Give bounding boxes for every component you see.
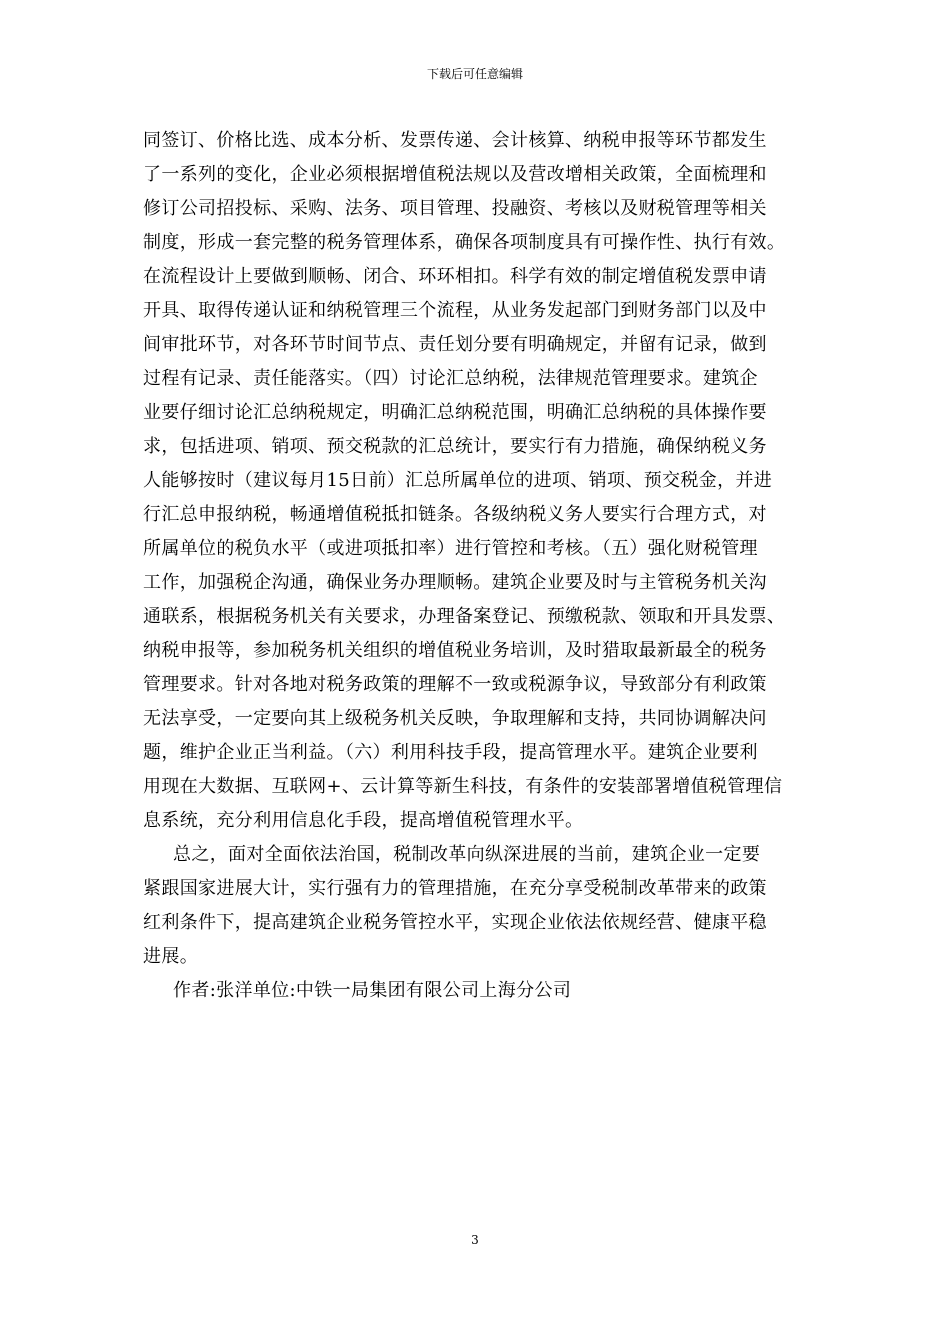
text-line: 求，包括进项、销项、预交税款的汇总统计，要实行有力措施，确保纳税义务 [143, 436, 767, 457]
page-header: 下载后可任意编辑 [426, 67, 523, 81]
text-line: 间审批环节，对各环节时间节点、责任划分要有明确规定，并留有记录，做到 [143, 334, 767, 355]
text-line: 了一系列的变化，企业必须根据增值税法规以及营改增相关政策，全面梳理和 [143, 164, 767, 185]
author-line: 作者:张洋单位:中铁一局集团有限公司上海分公司 [173, 980, 572, 1001]
text-line: 题，维护企业正当利益。（六）利用科技手段，提高管理水平。建筑企业要利 [143, 742, 758, 763]
text-line: 工作，加强税企沟通，确保业务办理顺畅。建筑企业要及时与主管税务机关沟 [143, 572, 767, 593]
text-line: 开具、取得传递认证和纳税管理三个流程，从业务发起部门到财务部门以及中 [143, 300, 767, 321]
text-line: 业要仔细讨论汇总纳税规定，明确汇总纳税范围，明确汇总纳税的具体操作要 [143, 402, 767, 423]
text-line: 过程有记录、责任能落实。（四）讨论汇总纳税，法律规范管理要求。建筑企 [143, 368, 758, 389]
text-line: 无法享受，一定要向其上级税务机关反映，争取理解和支持，共同协调解决问 [143, 708, 767, 729]
text-line: 通联系，根据税务机关有关要求，办理备案登记、预缴税款、领取和开具发票、 [143, 606, 786, 627]
text-line: 制度，形成一套完整的税务管理体系，确保各项制度具有可操作性、执行有效。 [143, 232, 786, 253]
text-line: 紧跟国家进展大计，实行强有力的管理措施，在充分享受税制改革带来的政策 [143, 878, 767, 899]
text-line: 所属单位的税负水平（或进项抵扣率）进行管控和考核。（五）强化财税管理 [143, 538, 758, 559]
text-line: 同签订、价格比选、成本分析、发票传递、会计核算、纳税申报等环节都发生 [143, 130, 767, 151]
text-line: 人能够按时（建议每月15日前）汇总所属单位的进项、销项、预交税金，并进 [143, 470, 773, 491]
text-line: 息系统，充分利用信息化手段，提高增值税管理水平。 [143, 810, 584, 831]
text-line: 在流程设计上要做到顺畅、闭合、环环相扣。科学有效的制定增值税发票申请 [143, 266, 767, 287]
text-line: 红利条件下，提高建筑企业税务管控水平，实现企业依法依规经营、健康平稳 [143, 912, 767, 933]
text-line: 总之，面对全面依法治国，税制改革向纵深进展的当前，建筑企业一定要 [173, 844, 761, 865]
text-line: 行汇总申报纳税，畅通增值税抵扣链条。各级纳税义务人要实行合理方式，对 [143, 504, 767, 525]
document-body [143, 124, 807, 1008]
text-line: 管理要求。针对各地对税务政策的理解不一致或税源争议，导致部分有利政策 [143, 674, 767, 695]
page-number: 3 [471, 1233, 479, 1247]
text-line: 修订公司招投标、采购、法务、项目管理、投融资、考核以及财税管理等相关 [143, 198, 767, 219]
text-line: 纳税申报等，参加税务机关组织的增值税业务培训，及时猎取最新最全的税务 [143, 640, 767, 661]
text-line: 进展。 [143, 946, 199, 967]
text-line: 用现在大数据、互联网+、云计算等新生科技，有条件的安装部署增值税管理信 [143, 776, 783, 797]
